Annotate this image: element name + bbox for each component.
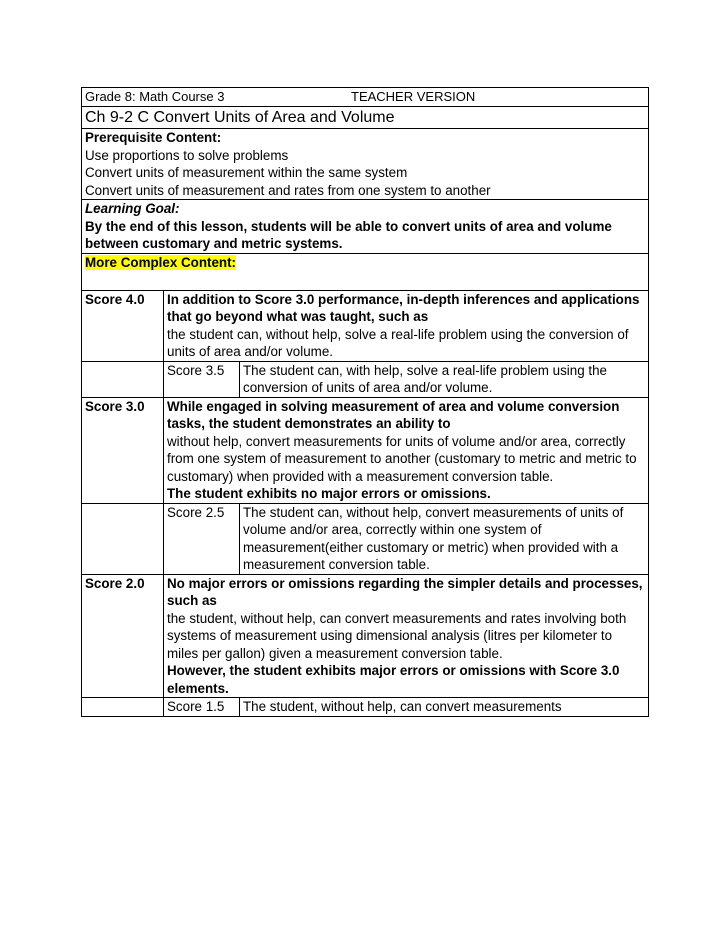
- half-score-table: [164, 698, 648, 716]
- score-text: the student can, without help, solve a real-life problem using the conversion of units of area and/or volume.: [167, 326, 629, 359]
- score-bold-text: No major errors or omissions regarding the simpler details and processes, such as: [167, 575, 643, 608]
- half-score-cell: [164, 503, 649, 574]
- empty-cell: [82, 698, 164, 717]
- lesson-title: Ch 9-2 C Convert Units of Area and Volume: [81, 106, 649, 128]
- empty-cell: [82, 361, 164, 397]
- score-bold-text: In addition to Score 3.0 performance, in-depth inferences and applications that go beyond what was taught, such as: [167, 291, 640, 324]
- half-score-label: Score 1.5: [164, 698, 240, 716]
- proficiency-scale-document: [81, 87, 649, 717]
- table-row: [82, 397, 649, 503]
- score-description: [164, 397, 649, 503]
- half-score-table: [164, 504, 648, 574]
- half-score-cell: [164, 698, 649, 717]
- half-score-label: Score 2.5: [164, 504, 240, 574]
- table-row: [82, 574, 649, 698]
- score-description: [164, 574, 649, 698]
- course-name: Grade 8: Math Course 3: [85, 89, 225, 104]
- prerequisite-heading: Prerequisite Content:: [85, 130, 222, 145]
- half-score-text: The student can, with help, solve a real-life problem using the conversion of units of area and/or volume.: [243, 362, 607, 395]
- score-description: [164, 290, 649, 361]
- table-row: [164, 504, 648, 574]
- prerequisite-section: [81, 128, 649, 199]
- table-row: [164, 698, 648, 716]
- score-bold-text: While engaged in solving measurement of area and volume conversion tasks, the student demonstrates an ability to: [167, 398, 620, 431]
- table-row: [164, 362, 648, 397]
- table-row: [82, 698, 649, 717]
- half-score-text-line: The student, without help, can convert measurements: [243, 699, 562, 714]
- table-row: [82, 503, 649, 574]
- score-bold-text: The student exhibits no major errors or omissions.: [167, 486, 491, 501]
- header-row: [81, 87, 649, 106]
- half-score-text: The student can, without help, convert measurements of units of volume and/or area, correctly within one system of measurement(either customary or metric) when provided with a measurement conversion table.: [243, 504, 624, 572]
- more-complex-section: [81, 253, 649, 290]
- table-row: [82, 290, 649, 361]
- prerequisite-item: Convert units of measurement and rates from one system to another: [85, 182, 491, 198]
- score-text: without help, convert measurements for units of volume and/or area, correctly from one system of measurement to another (customary to metric and metric to customary) when provided with a measurement conversion table.: [167, 433, 637, 484]
- score-text: the student, without help, can convert measurements and rates involving both systems of measurement using dimensional analysis (litres per kilometer to miles per gallon) given a measurement conversion table.: [167, 610, 627, 661]
- learning-goal-section: [81, 199, 649, 253]
- learning-goal-heading: Learning Goal:: [85, 201, 180, 216]
- half-score-text: [240, 698, 649, 716]
- score-label: Score 3.0: [82, 397, 164, 503]
- more-complex-heading: More Complex Content:: [85, 254, 237, 270]
- scores-table: [81, 290, 649, 717]
- learning-goal-text: By the end of this lesson, students will be able to convert units of area and volume between customary and metric systems.: [85, 218, 612, 251]
- prerequisite-item: Use proportions to solve problems: [85, 147, 289, 163]
- half-score-table: [164, 362, 648, 397]
- version-label: TEACHER VERSION: [351, 89, 476, 104]
- prerequisite-item: Convert units of measurement within the same system: [85, 165, 408, 180]
- table-row: [82, 361, 649, 397]
- score-label: Score 4.0: [82, 290, 164, 361]
- half-score-cell: [164, 361, 649, 397]
- half-score-label: Score 3.5: [164, 362, 240, 397]
- empty-cell: [82, 503, 164, 574]
- score-bold-text: However, the student exhibits major errors or omissions with Score 3.0 elements.: [167, 663, 620, 696]
- score-label: Score 2.0: [82, 574, 164, 698]
